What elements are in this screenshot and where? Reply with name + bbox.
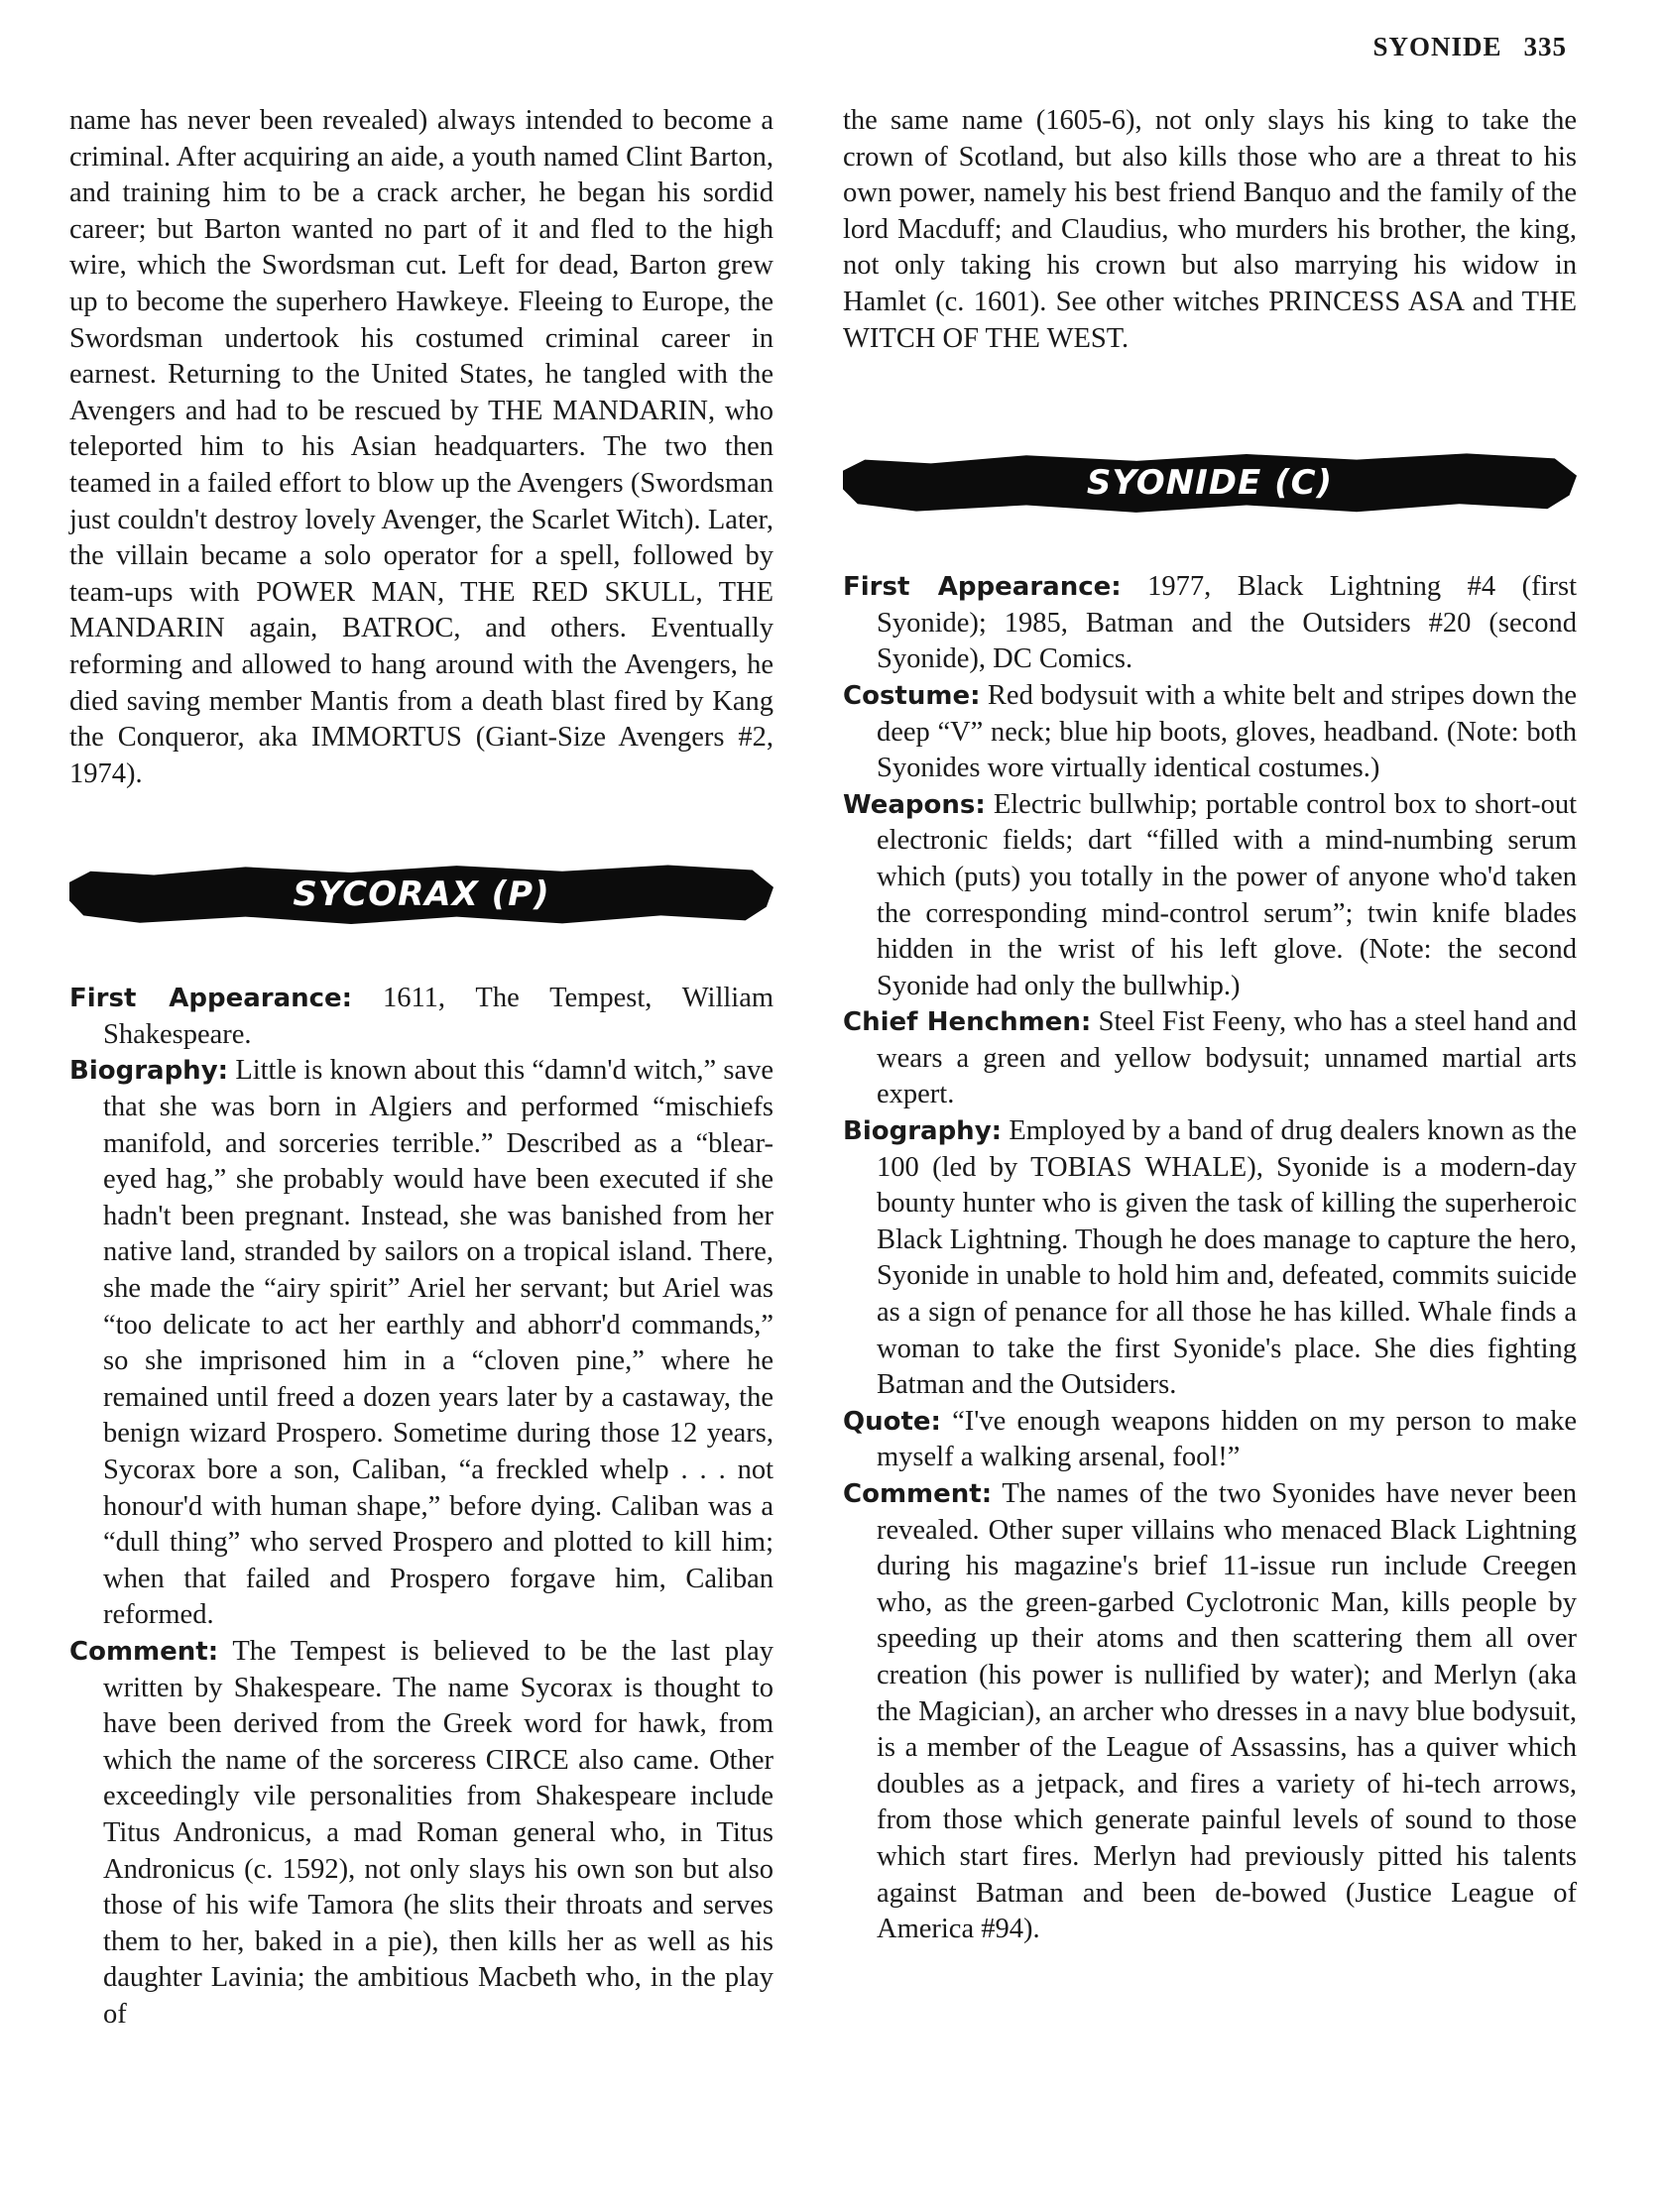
field-text: Little is known about this “damn'd witch,” save that she was born in Algiers and performed “mischiefs manifold, and sorceries terrible.” Described as a “blear-eyed hag,” she probably would have been executed if she hadn't been pregnant. Instead, she was banished from her native land, stranded by sailors on a tropical island. There, she made the “airy spirit” Ariel her servant; but Ariel was “too delicate to act her earthly and abhorr'd commands,” so she imprisoned him in a “cloven pine,” where he remained until freed a dozen years later by a castaway, the benign wizard Prospero. Sometime during those 12 years, Sycorax bore a son, Caliban, “a freckled whelp . . . not honour'd with human shape,” before dying. Caliban was a “dull thing” who served Prospero and plotted to kill him; when that failed and Prospero forgave him, Caliban reformed. xyxy=(103,1055,774,1631)
field-label: Chief Henchmen: xyxy=(843,1007,1092,1038)
field-label: Comment: xyxy=(843,1479,993,1509)
entry-field xyxy=(843,678,1577,787)
right-column xyxy=(843,103,1577,1948)
field-label: Comment: xyxy=(69,1636,219,1667)
entry-field xyxy=(843,1476,1577,1948)
field-text: “I've enough weapons hidden on my person to make myself a walking arsenal, fool!” xyxy=(877,1405,1578,1473)
field-label: First Appearance: xyxy=(843,572,1122,603)
entry-field xyxy=(69,1634,774,2034)
entry-field xyxy=(843,1113,1577,1404)
left-column xyxy=(69,103,774,2034)
entry-title: SYONIDE (C) xyxy=(1086,462,1334,503)
field-label: Biography: xyxy=(69,1056,229,1087)
field-text: The Tempest is believed to be the last play written by Shakespeare. The name Sycorax is thought to have been derived from the Greek word for hawk, from which the name of the sorceress CIRCE also came. Other exceedingly vile personalities from Shakespeare include Titus Andronicus, a mad Roman general who, in Titus Andronicus (c. 1592), not only slays his own son but also those of his wife Tamora (he slits their throats and serves them to her, baked in a pie), then kills her as well as his daughter Lavinia; the ambitious Macbeth who, in the play of xyxy=(103,1635,774,2030)
field-label: Costume: xyxy=(843,680,981,711)
field-text: 1977, Black Lightning #4 (first Syonide); 1985, Batman and the Outsiders #20 (second Syonide), DC Comics. xyxy=(877,571,1577,675)
entry-field xyxy=(843,1004,1577,1113)
field-text: Electric bullwhip; portable control box to short-out electronic fields; dart “filled with a mind-numbing serum which (puts) you totally in the power of anyone who'd taken the corresponding mind-control serum”; twin knife blades hidden in the wrist of his left glove. (Note: the second Syonide had only the bullwhip.) xyxy=(877,788,1577,1001)
field-text: Red bodysuit with a white belt and stripes down the deep “V” neck; blue hip boots, gloves, headband. (Note: both Syonides wore virtually identical costumes.) xyxy=(877,679,1577,784)
field-label: First Appearance: xyxy=(69,984,353,1014)
running-head-title: SYONIDE xyxy=(1372,32,1502,61)
entry-field xyxy=(69,1053,774,1634)
entry-banner-sycorax xyxy=(69,848,774,941)
entry-field xyxy=(843,569,1577,678)
entry-field xyxy=(843,787,1577,1005)
field-label: Weapons: xyxy=(843,789,986,820)
field-text: Steel Fist Feeny, who has a steel hand and wears a green and yellow bodysuit; unnamed martial arts expert. xyxy=(877,1006,1578,1110)
field-text: Employed by a band of drug dealers known as the 100 (led by TOBIAS WHALE), Syonide is a modern-day bounty hunter who is given the task of killing the superheroic Black Lightning. Though he does manage to capture the hero, Syonide in unable to hold him and, defeated, commits suicide as a sign of penance for all those he has killed. Whale finds a woman to take the first Syonide's place. She dies fighting Batman and the Outsiders. xyxy=(877,1115,1577,1401)
entry-banner-syonide xyxy=(843,436,1577,529)
continued-paragraph: name has never been revealed) always intended to become a criminal. After acquiring an aide, a youth named Clint Barton, and training him to be a crack archer, he began his sordid career; but Barton wanted no part of it and fled to the high wire, which the Swordsman cut. Left for dead, Barton grew up to become the superhero Hawkeye. Fleeing to Europe, the Swordsman undertook his costumed criminal career in earnest. Returning to the United States, he tangled with the Avengers and had to be rescued by THE MANDARIN, who teleported him to his Asian headquarters. The two then teamed in a failed effort to blow up the Avengers (Swordsman just couldn't destroy lovely Avenger, the Scarlet Witch). Later, the villain became a solo operator for a spell, followed by team-ups with POWER MAN, THE RED SKULL, THE MANDARIN again, BATROC, and others. Eventually reforming and allowed to hang around with the Avengers, he died saving member Mantis from a death blast fired by Kang the Conqueror, aka IMMORTUS (Giant-Size Avengers #2, 1974). xyxy=(69,105,774,789)
field-text: 1611, The Tempest, William Shakespeare. xyxy=(103,983,774,1050)
entry-field xyxy=(69,981,774,1053)
running-header xyxy=(1372,32,1567,62)
entry-title: SYCORAX (P) xyxy=(293,873,550,914)
field-label: Quote: xyxy=(843,1406,941,1437)
continued-paragraph: the same name (1605-6), not only slays his king to take the crown of Scotland, but also kills those who are a threat to his own power, namely his best friend Banquo and the family of the lord Macduff; and Claudius, who murders his brother, the king, not only taking his crown but also marrying his widow in Hamlet (c. 1601). See other witches PRINCESS ASA and THE WITCH OF THE WEST. xyxy=(843,105,1577,354)
page-number: 335 xyxy=(1523,32,1567,61)
field-text: The names of the two Syonides have never been revealed. Other super villains who menaced Black Lightning during his magazine's brief 11-issue run include Creegen who, as the green-garbed Cyclotronic Man, kills people by speeding up their atoms and then scattering them all over creation (his power is nullified by water); and Merlyn (aka the Magician), an archer who dresses in a navy blue bodysuit, is a member of the League of Assassins, has a quiver which doubles as a jetpack, and fires a variety of hi-tech arrows, from those which generate painful levels of sound to those which start fires. Merlyn had previously pitted his talents against Batman and been de-bowed (Justice League of America #94). xyxy=(877,1478,1577,1945)
field-label: Biography: xyxy=(843,1116,1003,1147)
entry-field xyxy=(843,1404,1577,1476)
